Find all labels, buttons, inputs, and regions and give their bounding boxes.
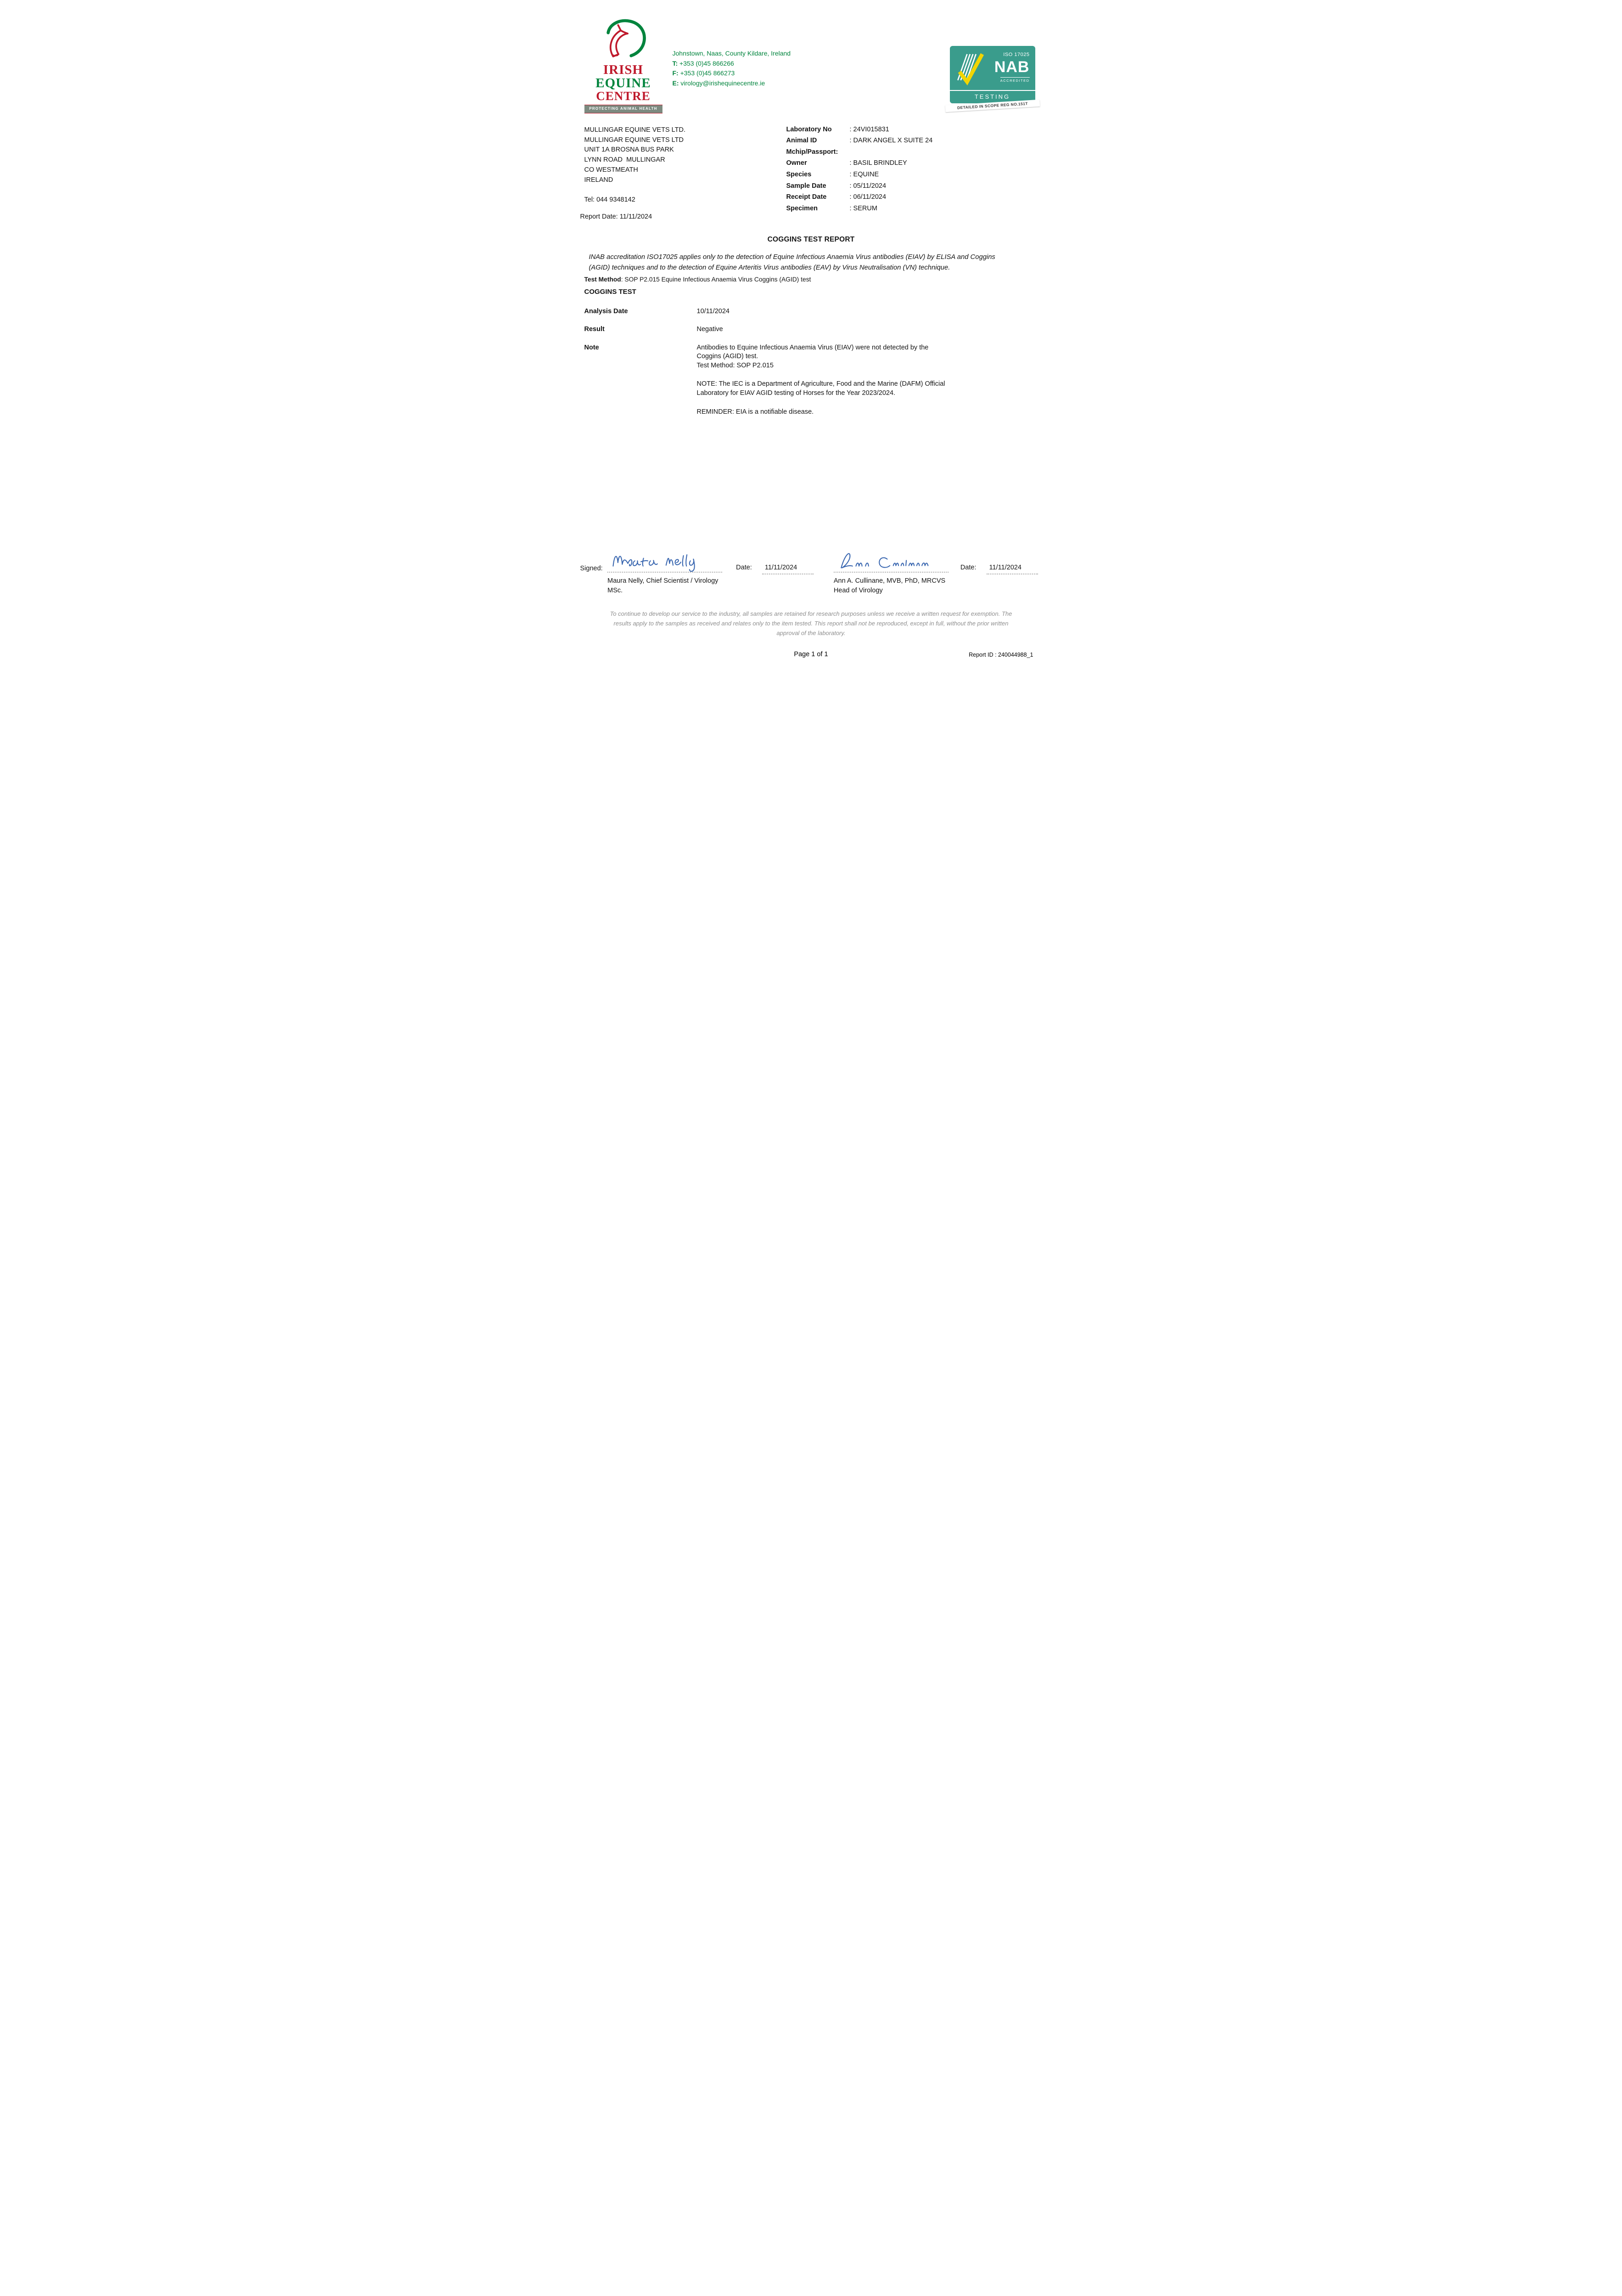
animal-id-value: : DARK ANGEL X SUITE 24 <box>849 137 933 145</box>
date-label-1: Date: <box>736 564 752 572</box>
mchip-passport-label: Mchip/Passport: <box>786 148 838 156</box>
email-label: E: <box>672 79 679 87</box>
laboratory-no-label: Laboratory No <box>786 125 832 133</box>
test-method-line <box>584 276 1038 284</box>
owner-label: Owner <box>786 159 807 167</box>
date-label-2: Date: <box>960 564 977 572</box>
recipient-line: CO WESTMEATH <box>584 166 638 174</box>
signature-maura-nelly <box>607 548 722 572</box>
specimen-value: : SERUM <box>849 204 877 212</box>
signatory-2-name-line-1: Ann A. Cullinane, MVB, PhD, MRCVS <box>833 577 946 585</box>
report-title: COGGINS TEST REPORT <box>767 236 855 244</box>
testing-band: TESTING <box>950 90 1035 103</box>
result-value: Negative <box>696 326 723 333</box>
laboratory-no-value: : 24VI015831 <box>849 125 889 133</box>
mchip-passport-value <box>850 148 1038 157</box>
contact-email-line <box>673 79 791 89</box>
recipient-line: IRELAND <box>584 176 613 184</box>
recipient-telephone: Tel: 044 9348142 <box>584 196 635 204</box>
recipient-line: MULLINGAR EQUINE VETS LTD. <box>584 126 685 134</box>
phone-label: T: <box>672 59 678 67</box>
logo-text-centre: CENTRE <box>596 89 651 103</box>
animal-id-label: Animal ID <box>786 137 817 145</box>
result-rows <box>584 307 1038 417</box>
signatory-2-name-line-2: Head of Virology <box>833 587 883 595</box>
signatory-1-name-line-1: Maura Nelly, Chief Scientist / Virology <box>607 577 718 585</box>
date-value-wrap-1 <box>762 563 814 574</box>
irish-equine-centre-logo <box>584 17 662 113</box>
spacer <box>697 370 954 380</box>
receipt-date-value: : 06/11/2024 <box>849 193 887 201</box>
date-value-2: 11/11/2024 <box>989 564 1021 572</box>
logo-text-equine: EQUINE <box>595 76 651 90</box>
note-paragraph-2: Test Method: SOP P2.015 <box>696 361 774 369</box>
contact-address: Johnstown, Naas, County Kildare, Ireland <box>672 50 791 57</box>
signatory-2-name <box>834 576 949 596</box>
footer-disclaimer: To continue to develop our service to the industry, all samples are retained for research purposes unless we receive a written request for exemption. The results apply to the samples as received and relates only to the item tested. This report shall not be reproduced, except in full, without the prior written approval of the laboratory. <box>610 610 1012 636</box>
signatory-1-name <box>607 576 722 596</box>
brand-block <box>584 17 791 113</box>
inab-text-col <box>985 51 1031 86</box>
test-method-value: : SOP P2.015 Equine Infectious Anaemia Virus Coggins (AGID) test <box>621 276 811 283</box>
receipt-date-label: Receipt Date <box>786 193 827 201</box>
iso-17025-label: ISO 17025 <box>1003 52 1030 57</box>
logo-tagline-ribbon: PROTECTING ANIMAL HEALTH <box>584 105 662 113</box>
species-label: Species <box>786 171 812 179</box>
inab-top <box>954 51 1031 86</box>
date-value-wrap-2 <box>987 563 1038 574</box>
species-value: : EQUINE <box>849 171 879 179</box>
test-method-label: Test Method <box>584 276 621 283</box>
result-row <box>584 325 1038 334</box>
signature-block-1 <box>607 548 722 596</box>
result-label: Result <box>584 326 605 333</box>
phone-number: +353 (0)45 866266 <box>678 59 734 67</box>
sample-details-grid <box>786 125 1038 214</box>
note-label: Note <box>584 343 599 351</box>
logo-text-irish: IRISH <box>603 62 644 77</box>
accreditation-scope-note: INAB accreditation ISO17025 applies only to the detection of Equine Infectious Anaemia Virus antibodies (EIAV) by ELISA and Coggins (AGID) techniques and to the detection of Equine Arteritis Virus antibodies (EAV) by Virus Neutralisation (VN) technique. <box>589 253 995 271</box>
date-block-2 <box>960 548 1038 574</box>
signatory-1-name-line-2: MSc. <box>607 587 623 595</box>
note-value <box>697 343 954 416</box>
sample-date-value: : 05/11/2024 <box>849 182 887 190</box>
coggins-test-section-title: COGGINS TEST <box>584 288 636 296</box>
owner-value: : BASIL BRINDLEY <box>849 159 907 167</box>
recipient-line: UNIT 1A BROSNA BUS PARK <box>584 146 674 154</box>
horse-head-icon <box>596 17 651 63</box>
analysis-date-label: Analysis Date <box>584 307 628 315</box>
signed-label: Signed: <box>580 565 603 573</box>
contact-phone-line <box>673 59 791 69</box>
accredited-label: ACCREDITED <box>1000 77 1030 83</box>
contact-fax-line <box>673 68 791 79</box>
inab-hatch-check-icon <box>954 51 985 86</box>
analysis-date-value: 10/11/2024 <box>696 307 730 315</box>
sample-details-block <box>786 125 1038 222</box>
coggins-test-report-page <box>559 0 1064 715</box>
date-block-1 <box>736 548 814 574</box>
contact-block <box>673 17 791 113</box>
recipient-and-details <box>580 125 1038 222</box>
inab-name-text: NAB <box>994 58 1030 76</box>
recipient-line: LYNN ROAD MULLINGAR <box>584 156 665 164</box>
specimen-label: Specimen <box>786 204 818 212</box>
inab-box <box>950 46 1035 103</box>
note-paragraph-4: REMINDER: EIA is a notifiable disease. <box>696 408 814 416</box>
report-date: Report Date: 11/11/2024 <box>580 213 652 220</box>
signature-ann-cullinane <box>834 548 949 572</box>
inab-accreditation-mark <box>950 46 1035 110</box>
email-address: virology@irishequinecentre.ie <box>679 79 765 87</box>
analysis-date-row <box>584 307 1038 316</box>
date-value-1: 11/11/2024 <box>764 564 797 572</box>
page-number: Page 1 of 1 <box>794 650 828 658</box>
signature-block-2 <box>834 548 949 596</box>
fax-label: F: <box>672 69 679 77</box>
sample-date-label: Sample Date <box>786 182 826 190</box>
note-paragraph-3: NOTE: The IEC is a Department of Agriculture, Food and the Marine (DAFM) Official Laboratory for EIAV AGID testing of Horses for the Year 2023/2024. <box>696 380 945 397</box>
recipient-line: MULLINGAR EQUINE VETS LTD <box>584 136 684 144</box>
header <box>584 17 1038 113</box>
fax-number: +353 (0)45 866273 <box>678 69 735 77</box>
signature-section <box>580 548 1038 596</box>
note-paragraph-1: Antibodies to Equine Infectious Anaemia Virus (EIAV) were not detected by the Coggins (AGID) test. <box>696 343 929 360</box>
signature-line-2 <box>834 572 949 573</box>
signature-line-1 <box>607 572 722 573</box>
recipient-address-block <box>580 125 786 222</box>
report-id: Report ID : 240044988_1 <box>969 651 1033 658</box>
note-row <box>584 343 1038 416</box>
scope-ribbon: DETAILED IN SCOPE REG NO.151T <box>945 100 1040 113</box>
footer-bottom-row <box>584 650 1038 659</box>
spacer <box>697 398 954 408</box>
